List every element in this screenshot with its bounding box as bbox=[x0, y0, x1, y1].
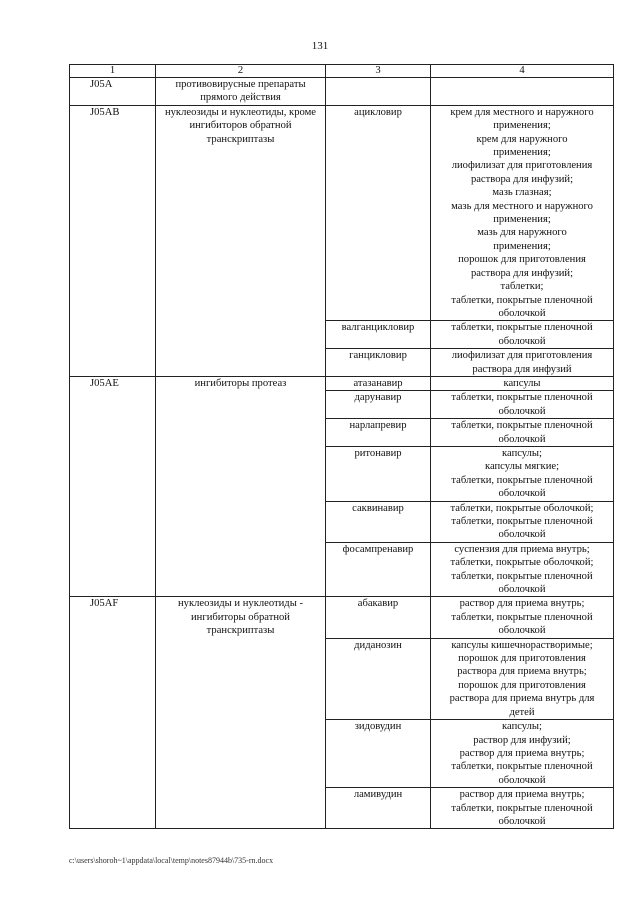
dosage-forms-cell: раствор для приема внутрь; таблетки, покрытые пленочной оболочкой bbox=[431, 597, 614, 638]
drug-name-cell: ритонавир bbox=[326, 446, 431, 501]
column-number-3: 3 bbox=[326, 65, 431, 78]
table-row bbox=[70, 105, 614, 321]
dosage-forms-cell: таблетки, покрытые пленочной оболочкой bbox=[431, 321, 614, 349]
atc-code-cell: J05AB bbox=[70, 105, 156, 376]
drug-name-cell: атазанавир bbox=[326, 376, 431, 390]
dosage-forms-cell: капсулы кишечнорастворимые; порошок для приготовления раствора для приема внутрь; порошок для приготовления раствора для приема внутрь для детей bbox=[431, 638, 614, 719]
drug-name-cell: ацикловир bbox=[326, 105, 431, 321]
table-body bbox=[70, 65, 614, 829]
drug-table bbox=[69, 64, 614, 829]
dosage-forms-cell: крем для местного и наружного применения; крем для наружного применения; лиофилизат для приготовления раствора для инфузий; мазь глазная; мазь для местного и наружного применения; мазь для наружного применения; порошок для приготовления раствора для инфузий; таблетки; таблетки, покрытые пленочной оболочкой bbox=[431, 105, 614, 321]
dosage-forms-cell: суспензия для приема внутрь; таблетки, покрытые оболочкой; таблетки, покрытые пленочной оболочкой bbox=[431, 542, 614, 597]
column-number-1: 1 bbox=[70, 65, 156, 78]
table-row bbox=[70, 78, 614, 106]
column-number-row bbox=[70, 65, 614, 78]
atc-code-cell: J05A bbox=[70, 78, 156, 106]
drug-name-cell: зидовудин bbox=[326, 720, 431, 788]
atc-code-cell: J05AE bbox=[70, 376, 156, 597]
group-name-cell: ингибиторы протеаз bbox=[156, 376, 326, 597]
drug-name-cell: дарунавир bbox=[326, 391, 431, 419]
dosage-forms-cell bbox=[431, 78, 614, 106]
drug-name-cell bbox=[326, 78, 431, 106]
group-name-cell: противовирусные препараты прямого действия bbox=[156, 78, 326, 106]
table-row bbox=[70, 597, 614, 638]
dosage-forms-cell: капсулы bbox=[431, 376, 614, 390]
drug-name-cell: ганцикловир bbox=[326, 349, 431, 377]
atc-code-cell: J05AF bbox=[70, 597, 156, 829]
column-number-4: 4 bbox=[431, 65, 614, 78]
drug-name-cell: диданозин bbox=[326, 638, 431, 719]
dosage-forms-cell: лиофилизат для приготовления раствора для инфузий bbox=[431, 349, 614, 377]
column-number-2: 2 bbox=[156, 65, 326, 78]
dosage-forms-cell: капсулы; капсулы мягкие; таблетки, покрытые пленочной оболочкой bbox=[431, 446, 614, 501]
dosage-forms-cell: таблетки, покрытые пленочной оболочкой bbox=[431, 419, 614, 447]
drug-name-cell: фосампренавир bbox=[326, 542, 431, 597]
dosage-forms-cell: таблетки, покрытые пленочной оболочкой bbox=[431, 391, 614, 419]
footer-file-path: c:\users\shoroh~1\appdata\local\temp\notes87944b\735-rn.docx bbox=[69, 856, 274, 865]
drug-name-cell: валганцикловир bbox=[326, 321, 431, 349]
dosage-forms-cell: раствор для приема внутрь; таблетки, покрытые пленочной оболочкой bbox=[431, 788, 614, 829]
page-number: 131 bbox=[311, 40, 329, 52]
table-row bbox=[70, 376, 614, 390]
drug-name-cell: саквинавир bbox=[326, 501, 431, 542]
group-name-cell: нуклеозиды и нуклеотиды - ингибиторы обратной транскриптазы bbox=[156, 597, 326, 829]
drug-name-cell: абакавир bbox=[326, 597, 431, 638]
drug-name-cell: нарлапревир bbox=[326, 419, 431, 447]
group-name-cell: нуклеозиды и нуклеотиды, кроме ингибиторов обратной транскриптазы bbox=[156, 105, 326, 376]
drug-name-cell: ламивудин bbox=[326, 788, 431, 829]
dosage-forms-cell: таблетки, покрытые оболочкой; таблетки, покрытые пленочной оболочкой bbox=[431, 501, 614, 542]
dosage-forms-cell: капсулы; раствор для инфузий; раствор для приема внутрь; таблетки, покрытые пленочной оболочкой bbox=[431, 720, 614, 788]
